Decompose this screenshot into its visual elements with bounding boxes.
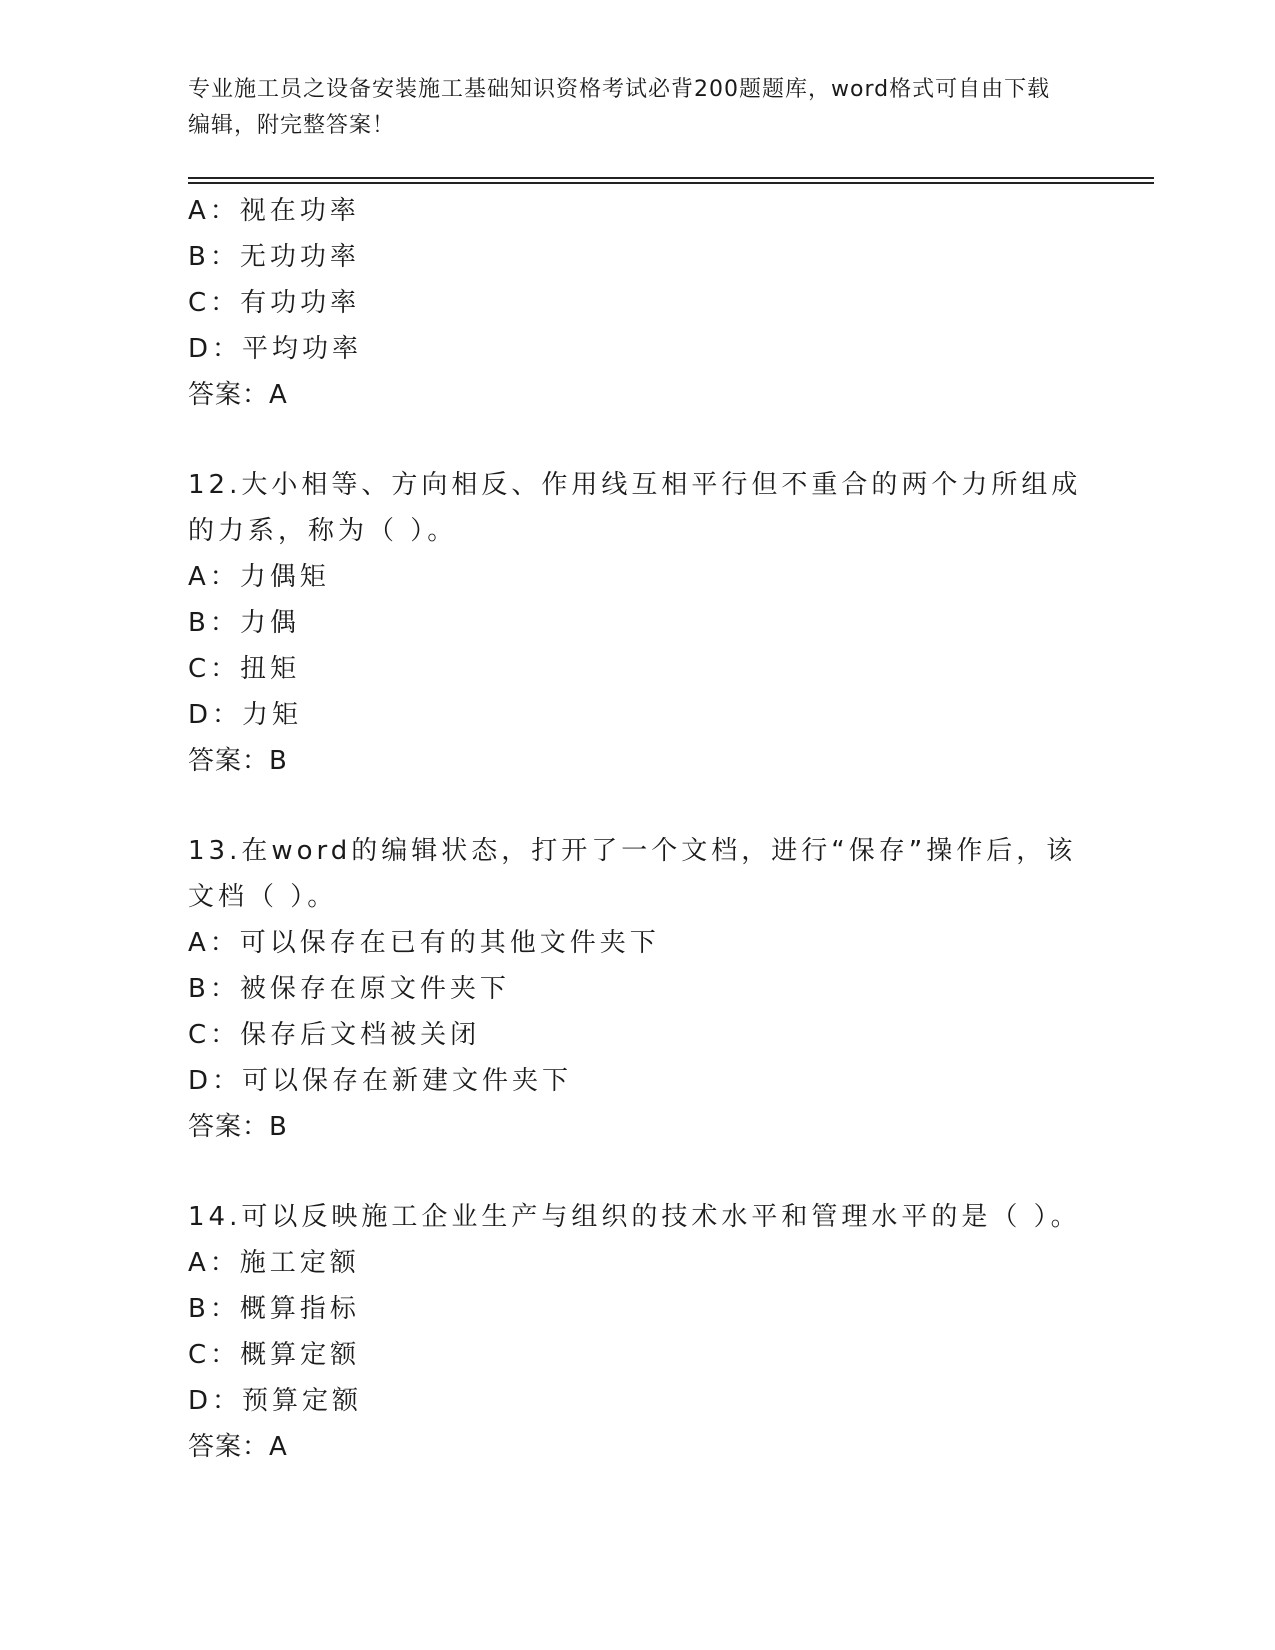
- header-rule-bottom: [188, 182, 1154, 184]
- option-c: C：保存后文档被关闭: [188, 1020, 481, 1050]
- option-c: C：概算定额: [188, 1340, 361, 1370]
- option-a: A：可以保存在已有的其他文件夹下: [188, 928, 660, 958]
- answer: 答案：B: [188, 1112, 288, 1142]
- answer: 答案：A: [188, 1432, 288, 1462]
- question-14: [188, 1194, 1088, 1470]
- page-header: 专业施工员之设备安装施工基础知识资格考试必背200题题库，word格式可自由下载编辑，附完整答案！: [188, 77, 1051, 138]
- answer: 答案：B: [188, 746, 288, 776]
- option-b: B：被保存在原文件夹下: [188, 974, 510, 1004]
- option-c: C：扭矩: [188, 654, 301, 684]
- question-12: [188, 462, 1088, 784]
- option-d: D：力矩: [188, 700, 303, 730]
- option-b: B：力偶: [188, 608, 300, 638]
- question-stem: 13.在word的编辑状态，打开了一个文档，进行“保存”操作后，该文档（ ）。: [188, 836, 1077, 912]
- option-d: D：预算定额: [188, 1386, 363, 1416]
- option-b: B：概算指标: [188, 1294, 360, 1324]
- option-d: D：平均功率: [188, 334, 363, 364]
- option-a: A：施工定额: [188, 1248, 360, 1278]
- option-d: D：可以保存在新建文件夹下: [188, 1066, 573, 1096]
- question-stem: 14.可以反映施工企业生产与组织的技术水平和管理水平的是（ ）。: [188, 1202, 1081, 1232]
- header-rule-top: [188, 177, 1154, 179]
- option-a: A：视在功率: [188, 196, 360, 226]
- option-a: A：力偶矩: [188, 562, 330, 592]
- option-b: B：无功功率: [188, 242, 360, 272]
- question-stem: 12.大小相等、方向相反、作用线互相平行但不重合的两个力所组成的力系，称为（ ）。: [188, 470, 1082, 546]
- option-c: C：有功功率: [188, 288, 361, 318]
- answer: 答案：A: [188, 380, 288, 410]
- document-body: [188, 188, 1088, 1470]
- question-13: [188, 828, 1088, 1150]
- question-fragment: [188, 188, 1088, 418]
